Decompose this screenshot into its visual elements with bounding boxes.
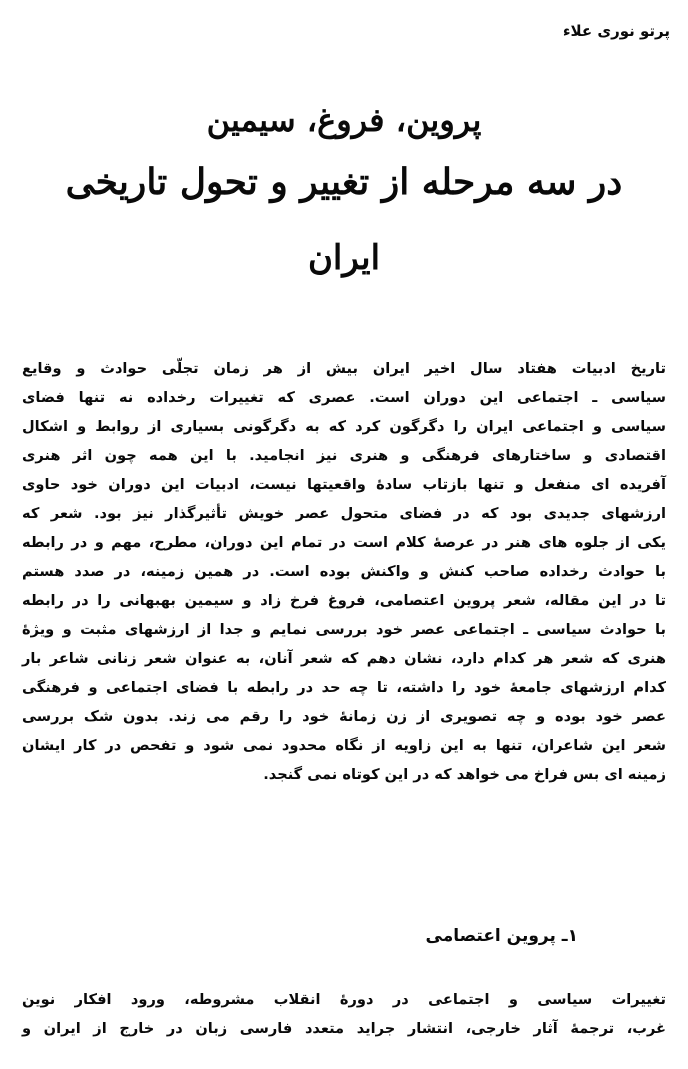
body-line: هنری که شعر هر کدام دارد، نشان دهم که شعر آنان، به عنوان شعر زنانی شاعر بار — [22, 650, 666, 667]
body-line: یکی از جلوه های هنر در عرصهٔ کلام است در تمام این دوران، مطرح، مهم و در رابطه — [22, 534, 666, 551]
body-line: آفریده ای منفعل و تنها بازتاب سادهٔ واقعیتها نیست، ادبیات این دوران خود حاوی — [22, 476, 666, 493]
body-line: کدام ارزشهای جامعهٔ خود را داشته، تا چه حد در رابطه با فضای اجتماعی و فرهنگی — [22, 679, 666, 696]
body-line: اقتصادی و ساختارهای فرهنگی و هنری نیز انجامید. با این همه چون اثر هنری — [22, 447, 666, 464]
title-line-3: ایران — [307, 238, 381, 278]
body-line: ارزشهای جدیدی بود که در فضای متحول عصر خویش تأثیرگذار نیز بود. شعر که — [22, 505, 666, 522]
section-line: تغییرات سیاسی و اجتماعی در دورهٔ انقلاب مشروطه، ورود افکار نوین — [22, 991, 666, 1008]
body-line: زمینه ای بس فراخ می خواهد که در این کوتاه نمی گنجد. — [263, 766, 666, 783]
body-line: شعر این شاعران، تنها به این زاویه از نگاه محدود نمی شود و تفحص در کار ایشان — [22, 737, 666, 754]
body-line: تا در این مقاله، شعر پروین اعتصامی، فروغ فرخ زاد و سیمین بهبهانی را در رابطه — [22, 592, 666, 609]
body-line: با حوادث رخداده صاحب کنش و واکنش بوده است. در همین زمینه، در صدد هستم — [22, 563, 666, 580]
body-line: با حوادث سیاسی ـ اجتماعی عصر خود بررسی نمایم و جدا از ارزشهای مثبت و ویژهٔ — [22, 621, 666, 638]
body-line: تاریخ ادبیات هفتاد سال اخیر ایران بیش از هر زمان تجلّی حوادث و وقایع — [22, 360, 666, 377]
author-name: پرتو نوری علاء — [562, 22, 670, 40]
section-heading: ۱ـ پروین اعتصامی — [425, 926, 578, 946]
body-line: سیاسی و اجتماعی ایران را دگرگون کرد که به دگرگونی بسیاری از روابط و اشکال — [22, 418, 666, 435]
body-paragraph — [22, 354, 666, 789]
section-paragraph — [22, 985, 666, 1043]
body-line: سیاسی ـ اجتماعی این دوران است. عصری که تغییرات رخداده نه تنها فضای — [22, 389, 666, 406]
body-line: عصر خود بوده و چه تصویری از زن زمانهٔ خود را رقم می زند. بدون شک بررسی — [22, 708, 666, 725]
title-line-2: در سه مرحله از تغییر و تحول تاریخی — [65, 161, 623, 203]
title-line-1: پروین، فروغ، سیمین — [206, 101, 482, 139]
section-line: غرب، ترجمهٔ آثار خارجی، انتشار جراید متعدد فارسی زبان در خارج از ایران و — [22, 1020, 666, 1037]
